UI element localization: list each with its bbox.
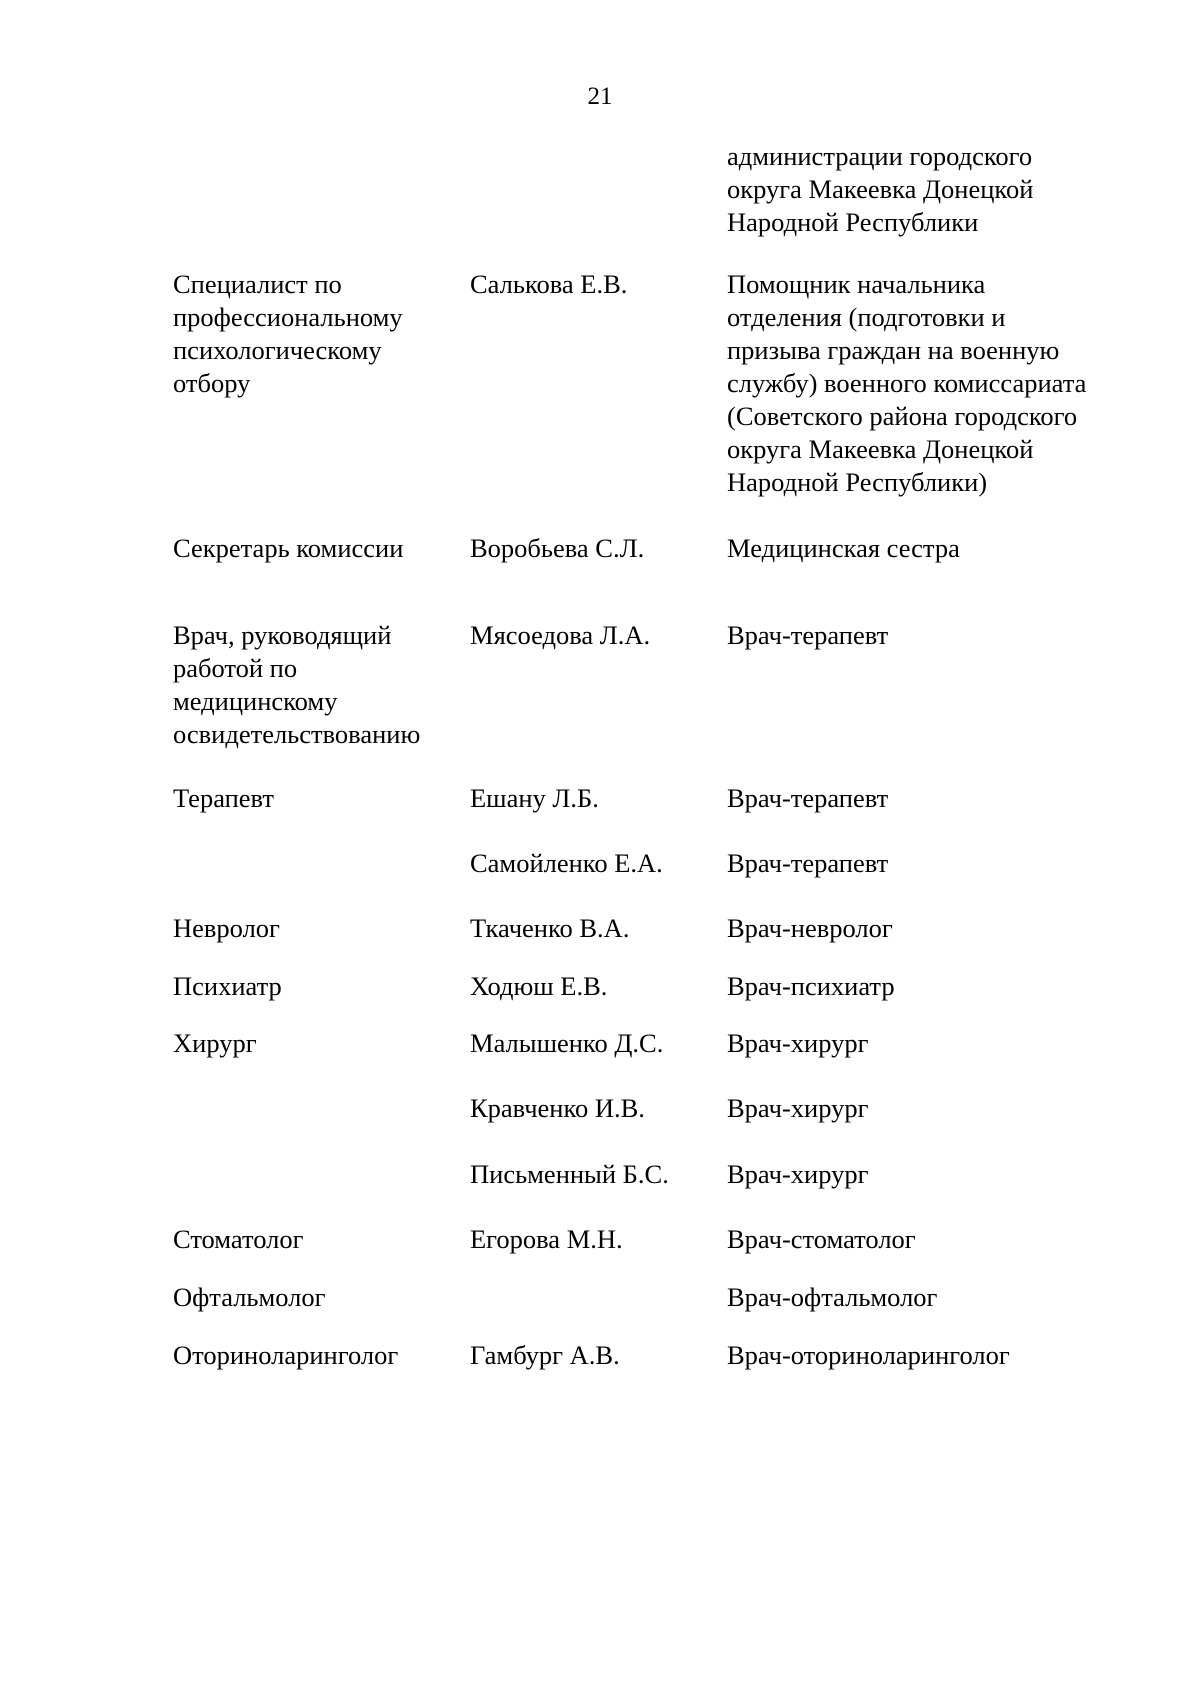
row-role: Специалист по профессиональному психологическому отбору [173,269,403,398]
row-name: Кравченко И.В. [470,1093,645,1123]
row-name: Самойленко Е.А. [470,848,663,878]
row-role: Невролог [173,913,280,943]
row-role: Врач, руководящий работой по медицинскому освидетельствованию [173,620,421,749]
row-name: Ходюш Е.В. [470,971,608,1001]
row-name: Мясоедова Л.А. [470,620,651,650]
row-position: Врач-хирург [727,1093,869,1123]
row-position: Врач-оториноларинголог [727,1340,1010,1370]
row-name: Егорова М.Н. [470,1224,623,1254]
row-position: Медицинская сестра [727,533,960,563]
row-position: Врач-невролог [727,913,893,943]
row-name: Воробьева С.Л. [470,533,645,563]
page-number: 21 [587,83,613,110]
row-name: Салькова Е.В. [470,269,628,299]
row-position: Помощник начальника отделения (подготовки и призыва граждан на военную службу) военного комиссариата (Советского района городского округа Макеевка Донецкой Народной Республики) [727,269,1087,497]
row-name: Гамбург А.В. [470,1340,620,1370]
row-role: Офтальмолог [173,1282,326,1312]
row-role: Секретарь комиссии [173,533,404,563]
row-name: Ешану Л.Б. [470,783,599,813]
continuation-text: администрации городского округа Макеевка Донецкой Народной Республики [727,141,1034,237]
row-position: Врач-стоматолог [727,1224,916,1254]
row-role: Терапевт [173,783,274,813]
row-position: Врач-хирург [727,1159,869,1189]
row-name: Письменный Б.С. [470,1159,669,1189]
row-position: Врач-психиатр [727,971,895,1001]
row-role: Оториноларинголог [173,1340,399,1370]
row-name: Малышенко Д.С. [470,1028,664,1058]
row-position: Врач-терапевт [727,620,889,650]
row-role: Стоматолог [173,1224,304,1254]
row-position: Врач-офтальмолог [727,1282,938,1312]
row-role: Психиатр [173,971,282,1001]
row-name: Ткаченко В.А. [470,913,630,943]
row-position: Врач-терапевт [727,848,889,878]
row-role: Хирург [173,1028,257,1058]
row-position: Врач-терапевт [727,783,889,813]
row-position: Врач-хирург [727,1028,869,1058]
